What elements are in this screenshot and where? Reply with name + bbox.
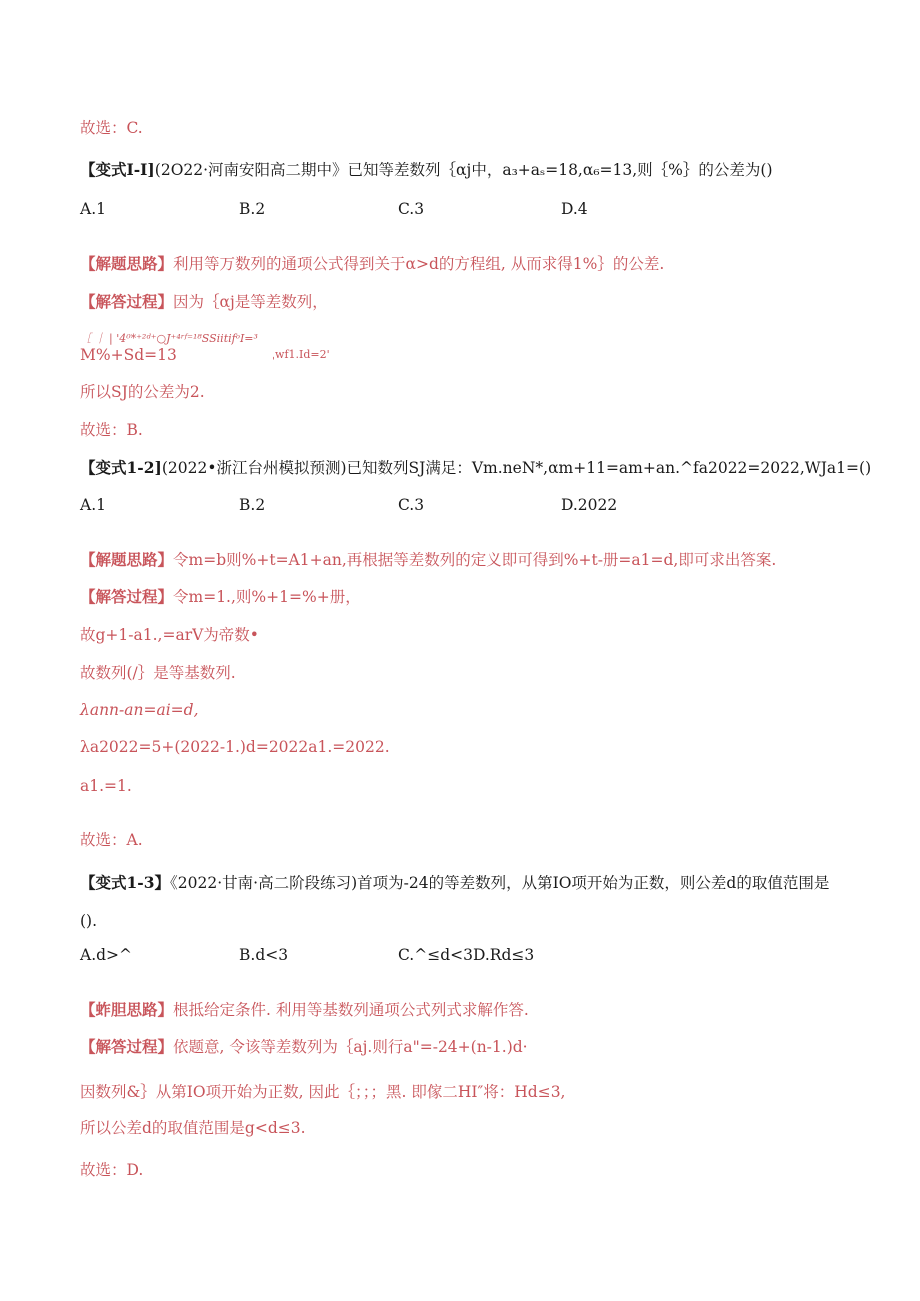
option-d: D.4: [561, 200, 588, 218]
question-text: (2022•浙江台州模拟预测)已知数列SJ满足：Vm.neN*,αm+11=am+an.^fa2022=2022,WJa1=(): [161, 459, 872, 477]
solution-step: λann-an=ai=d,: [80, 701, 199, 719]
thought-text: 令m=b则%+t=A1+an,再根据等差数列的定义即可得到%+t-册=a1=d,即可求出答案.: [173, 551, 777, 569]
thought-label: 【解题思路】: [80, 550, 174, 569]
equation-garbled-1: ［ ｜ | '4⁰*⁺²ᵈ⁺○J⁺⁴ʳᶠ⁼¹⁸SSiitifᵒI=³: [80, 332, 258, 345]
option-a: A.d>^: [80, 946, 133, 964]
answer-line: 故选：D.: [80, 1161, 144, 1179]
thought-text: 根抵给定条件. 利用等基数列通项公式列式求解作答.: [173, 1001, 529, 1019]
process-text: 令m=1.,则%+1=%+册，: [173, 588, 361, 606]
solution-process: [80, 290, 328, 312]
thought-label: 【解题思路】: [80, 254, 174, 273]
question-label: 【变式1-2]: [80, 458, 162, 477]
question-variant-1-1: [80, 158, 773, 180]
option-a: A.1: [80, 200, 106, 218]
solution-process: [80, 1035, 528, 1057]
equation-garbled-2: M%+Sd=13: [80, 346, 177, 364]
process-text: 依题意, 令该等差数列为｛aj.则行a"=-24+(n-1.)d·: [173, 1038, 528, 1056]
question-variant-1-2: [80, 456, 871, 478]
process-label: 【解答过程】: [80, 292, 174, 311]
option-d: D.2022: [561, 496, 618, 514]
solution-step: 故g+1-a1.,=arV为帝数•: [80, 626, 259, 644]
option-c: C.3: [398, 200, 425, 218]
thought-label: 【蚱胆思路】: [80, 1000, 174, 1019]
question-variant-1-3: [80, 864, 840, 940]
thought-text: 利用等万数列的通项公式得到关于α>d的方程组, 从而求得1%｝的公差.: [173, 255, 665, 273]
process-label: 【解答过程】: [80, 1037, 174, 1056]
option-b: B.2: [239, 200, 266, 218]
question-label: 【变式1-3】: [80, 873, 171, 892]
question-text: 《2022·甘南·高二阶段练习)首项为-24的等差数列，从第IO项开始为正数，则公差d的取值范围是().: [80, 874, 830, 930]
solution-thought: [80, 252, 664, 274]
option-b: B.2: [239, 496, 266, 514]
equation-garbled-3: ˌwf1.Id=2': [272, 348, 330, 361]
option-b: B.d<3: [239, 946, 289, 964]
solution-step: 因数列&｝从第IO项开始为正数, 因此｛；；；黑. 即傢二HI″将：Hd≤3,: [80, 1083, 566, 1101]
answer-line: 故选：C.: [80, 119, 143, 137]
answer-line: 故选：B.: [80, 421, 143, 439]
option-a: A.1: [80, 496, 106, 514]
question-label: 【变式I-I]: [80, 160, 155, 179]
question-text: (2O22·河南安阳高二期中》已知等差数列｛αj中，a₃+aₛ=18,α₆=13,则｛%｝的公差为(): [154, 161, 773, 179]
solution-process: [80, 585, 361, 607]
solution-step: 所以公差d的取值范围是g<d≤3.: [80, 1119, 306, 1137]
option-c-d: C.^≤d<3D.Rd≤3: [398, 946, 535, 964]
solution-step: λa2022=5+(2022-1.)d=2022a1.=2022.: [80, 738, 390, 756]
solution-step: a1.=1.: [80, 777, 132, 795]
solution-step: 所以SJ的公差为2.: [80, 383, 205, 401]
solution-thought: [80, 548, 776, 570]
solution-thought: [80, 998, 529, 1020]
process-text: 因为｛αj是等差数列，: [173, 293, 328, 311]
answer-line: 故选：A.: [80, 831, 143, 849]
solution-step: 故数列(/｝是等基数列.: [80, 664, 236, 682]
option-c: C.3: [398, 496, 425, 514]
process-label: 【解答过程】: [80, 587, 174, 606]
